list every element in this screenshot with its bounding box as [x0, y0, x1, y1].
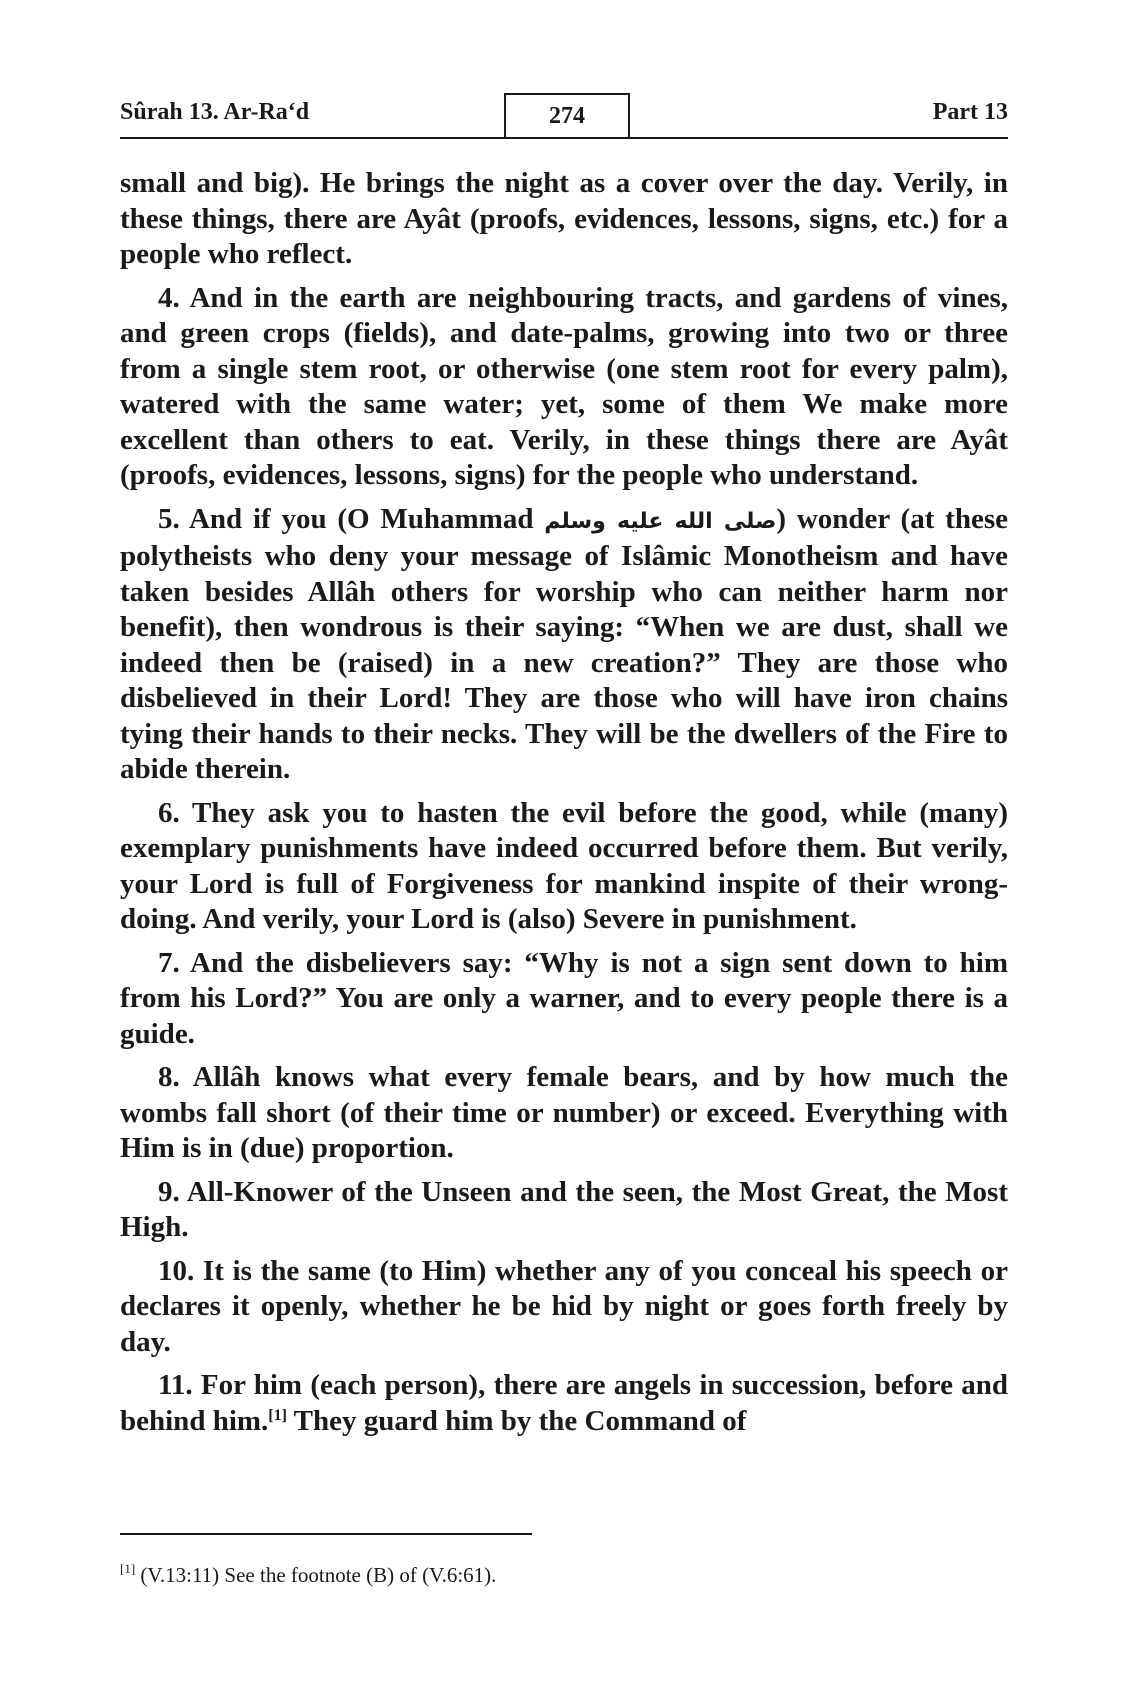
arabic-salutation: صلى الله عليه وسلم [544, 508, 777, 534]
surah-title: Sûrah 13. Ar-Ra‘d [120, 99, 310, 125]
verse-11-post: They guard him by the Command of [286, 1404, 747, 1437]
verse-5-post: ) wonder (at these polytheists who deny your message of Islâmic Monotheism and have taken besides Allâh others for worship who can neither harm nor benefit), then wondrous is their saying: “When we are dust, shall we indeed then be (raised) in a new creation?” They are those who disbelieved in their Lord! They are those who will have iron chains tying their hands to their necks. They will be the dwellers of the Fire to abide therein. [120, 502, 1008, 785]
footnote-divider [120, 1533, 532, 1535]
page-header [120, 97, 1008, 139]
verse-4: 4. And in the earth are neighbouring tracts, and gardens of vines, and green crops (fields), and date-palms, growing into two or three from a single stem root, or otherwise (one stem root for every palm), watered with the same water; yet, some of them We make more excellent than others to eat. Verily, in these things there are Ayât (proofs, evidences, lessons, signs) for the people who understand. [120, 281, 1008, 491]
verse-11 [120, 1368, 1008, 1439]
body-text [120, 166, 1008, 1447]
paragraph-continuation: small and big). He brings the night as a cover over the day. Verily, in these things, there are Ayât (proofs, evidences, lessons, signs, etc.) for a people who reflect. [120, 167, 1008, 270]
verse-8: 8. Allâh knows what every female bears, and by how much the wombs fall short (of their time or number) or exceed. Everything with Him is in (due) proportion. [120, 1061, 1008, 1164]
footnote-marker: [1] [120, 1561, 136, 1576]
verse-5-pre: 5. And if you (O Muhammad [158, 502, 534, 535]
verse-7: 7. And the disbelievers say: “Why is not a sign sent down to him from his Lord?” You are only a warner, and to every people there is a guide. [120, 946, 1008, 1050]
verse-5 [120, 502, 1008, 788]
verse-6: 6. They ask you to hasten the evil before the good, while (many) exemplary punishments have indeed occurred before them. But verily, your Lord is full of Forgiveness for mankind inspite of their wrong-doing. And verily, your Lord is (also) Severe in punishment. [120, 796, 1008, 935]
verse-10: 10. It is the same (to Him) whether any of you conceal his speech or declares it openly, whether he be hid by night or goes forth freely by day. [120, 1254, 1008, 1358]
verse-11-pre: 11. For him (each person), there are angels in succession, before and behind him. [120, 1369, 1008, 1437]
part-label: Part 13 [932, 99, 1008, 125]
page-number: 274 [504, 93, 630, 137]
footnote [120, 1563, 1008, 1588]
footnote-text: (V.13:11) See the footnote (B) of (V.6:61). [135, 1563, 497, 1587]
footnote-reference[interactable]: [1] [268, 1406, 287, 1424]
verse-9: 9. All-Knower of the Unseen and the seen, the Most Great, the Most High. [120, 1175, 1008, 1243]
